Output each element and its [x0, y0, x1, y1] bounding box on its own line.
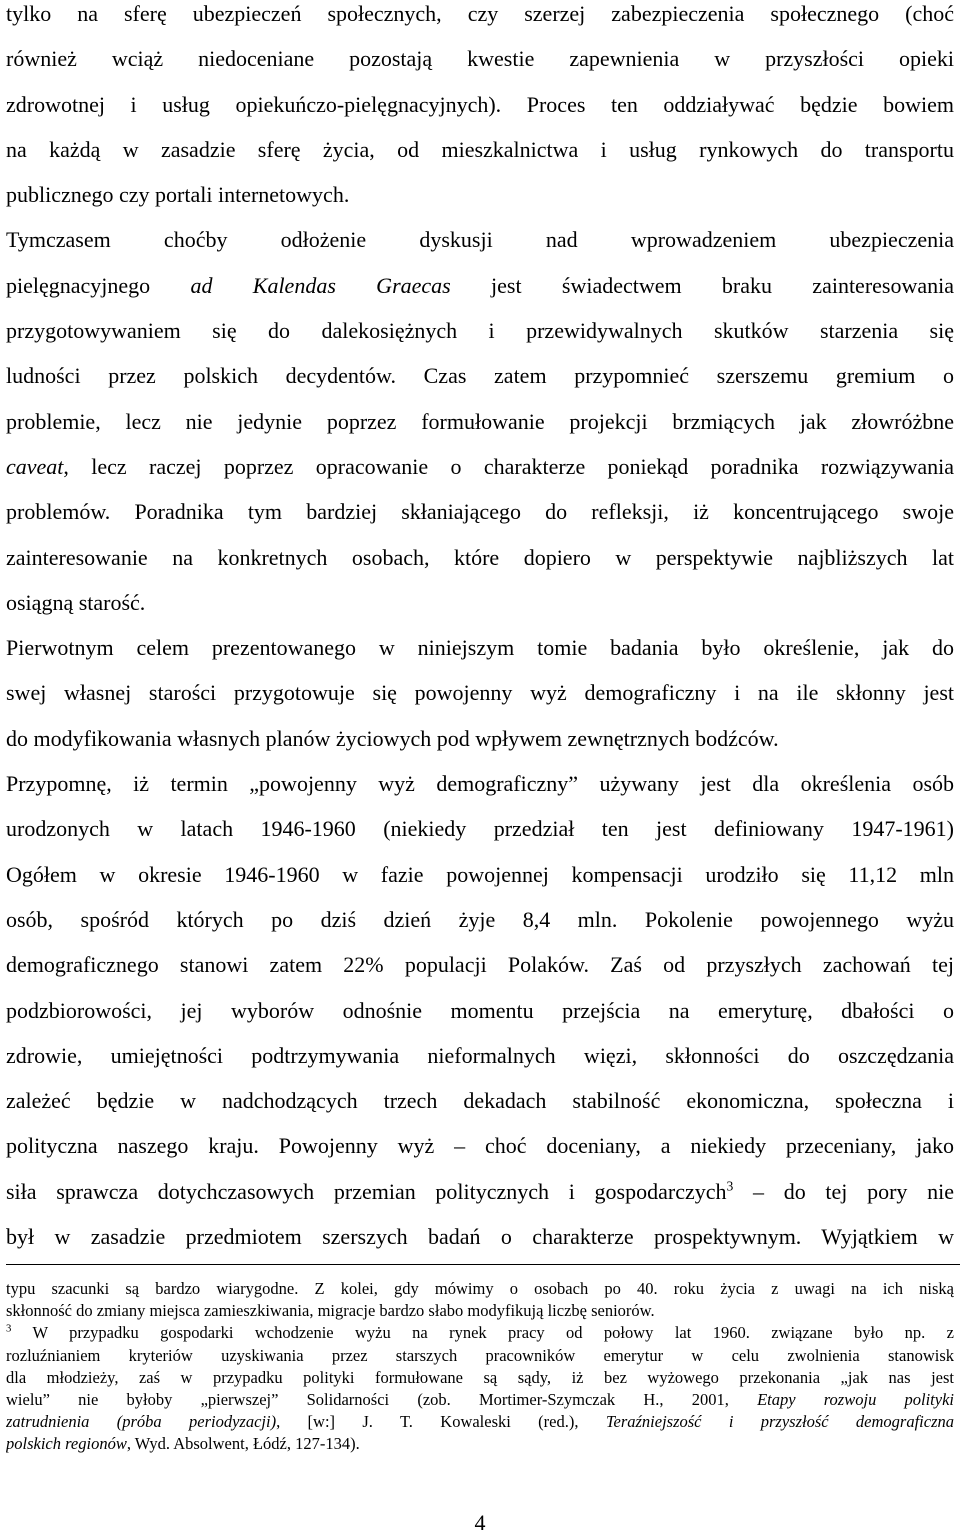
- footnote-3-line: [6, 1322, 954, 1344]
- body-text-line: był w zasadzie przedmiotem szerszych badań o charakterze prospektywnym. Wyjątkiem w: [6, 1224, 954, 1250]
- body-text-line: problemie, lecz nie jedynie poprzez formułowanie projekcji brzmiących jak złowróżbne: [6, 408, 954, 434]
- body-text-line: demograficznego stanowi zatem 22% populacji Polaków. Zaś od przyszłych zachowań tej: [6, 952, 954, 978]
- footnote-3-text: , Wyd. Absolwent, Łódź, 127-134).: [126, 1434, 360, 1454]
- body-text-line: Przypomnę, iż termin „powojenny wyż demograficzny” używany jest dla określenia osób: [6, 771, 954, 797]
- body-text-line: zależeć będzie w nadchodzących trzech dekadach stabilność ekonomiczna, społeczna i: [6, 1088, 954, 1114]
- footnote-separator: [6, 1264, 960, 1265]
- body-text-line: Ogółem w okresie 1946-1960 w fazie powojennej kompensacji urodziło się 11,12 mln: [6, 861, 954, 887]
- footnote-continued-line: typu szacunki są bardzo wiarygodne. Z kolei, gdy mówimy o osobach po 40. roku życia z uwagi na ich niską: [6, 1279, 954, 1298]
- body-text-segment: pielęgnacyjnego: [6, 272, 191, 298]
- footnote-3-line: rozluźnianiem kryteriów uzyskiwania przez starszych pracowników emerytur w celu zwolnienia stanowisk: [6, 1345, 954, 1365]
- footnote-3-title: Teraźniejszość i przyszłość demograficzna: [605, 1412, 954, 1432]
- body-text-line: ludności przez polskich decydentów. Czas zatem przypomnieć szerszemu gremium o: [6, 363, 954, 389]
- body-text-line: zainteresowanie na konkretnych osobach, które dopiero w perspektywie najbliższych lat: [6, 544, 954, 570]
- body-text-line: do modyfikowania własnych planów życiowych pod wpływem zewnętrznych bodźców.: [6, 725, 779, 751]
- body-text-line: na każdą w zasadzie sferę życia, od mieszkalnictwa i usług rynkowych do transportu: [6, 136, 954, 162]
- footnote-continued-line: skłonność do zmiany miejsca zamieszkiwania, migracje bardzo słabo modyfikują liczbę seniorów.: [6, 1301, 655, 1321]
- footnote-3-line: dla młodzieży, zaś w przypadku polityki formułowane są sądy, iż bez wyżowego przekonania „jak nas jest: [6, 1367, 954, 1387]
- body-text-segment: siła sprawcza dotychczasowych przemian politycznych i gospodarczych: [6, 1178, 727, 1204]
- body-text-line: urodzonych w latach 1946-1960 (niekiedy przedział ten jest definiowany 1947-1961): [6, 816, 954, 842]
- footnotes-block: [6, 1278, 954, 1456]
- footnote-3-title: Etapy rozwoju polityki: [757, 1390, 954, 1410]
- body-text-line: [6, 444, 954, 489]
- body-text-segment: , lecz raczej poprzez opracowanie o charakterze poniekąd poradnika rozwiązywania: [63, 453, 954, 479]
- footnote-3-line: [6, 1389, 954, 1411]
- body-text-line: swej własnej starości przygotowuje się powojenny wyż demograficzny i na ile skłonny jest: [6, 680, 954, 706]
- footnote-reference-3[interactable]: 3: [726, 1178, 734, 1194]
- footnote-3-line: [6, 1433, 954, 1455]
- body-text-line: zdrowotnej i usług opiekuńczo-pielęgnacyjnych). Proces ten oddziaływać będzie bowiem: [6, 91, 954, 117]
- body-text-segment: – do tej pory nie: [733, 1178, 954, 1204]
- body-text-line: tylko na sferę ubezpieczeń społecznych, czy szerzej zabezpieczenia społecznego (choć: [6, 1, 954, 26]
- footnote-3-title: polskich regionów: [6, 1434, 127, 1454]
- body-text-line: problemów. Poradnika tym bardziej skłaniającego do refleksji, iż koncentrującego swoje: [6, 499, 954, 525]
- body-text-segment: jest świadectwem braku zainteresowania: [450, 272, 954, 298]
- body-text-line: osiągną starość.: [6, 589, 146, 615]
- footnote-3-number: 3: [6, 1322, 12, 1335]
- footnote-3-title: zatrudnienia (próba periodyzacji): [6, 1412, 277, 1432]
- body-text-line: również wciąż niedoceniane pozostają kwestie zapewnienia w przyszłości opieki: [6, 46, 954, 72]
- body-text-line: Pierwotnym celem prezentowanego w niniejszym tomie badania było określenie, jak do: [6, 635, 954, 661]
- footnote-3-text: W przypadku gospodarki wchodzenie wyżu na rynek pracy od połowy lat 1960. związane było np. z: [11, 1323, 954, 1343]
- body-text-line: Tymczasem choćby odłożenie dyskusji nad wprowadzeniem ubezpieczenia: [6, 227, 954, 253]
- body-text-line: zdrowie, umiejętności podtrzymywania nieformalnych więzi, skłonności do oszczędzania: [6, 1042, 954, 1068]
- footnote-3-line: [6, 1411, 954, 1433]
- main-body-text: [6, 0, 954, 1259]
- body-italic-phrase: caveat: [6, 453, 64, 479]
- body-text-line: polityczna naszego kraju. Powojenny wyż – choć doceniany, a niekiedy przeceniany, jako: [6, 1133, 954, 1159]
- footnote-3-text: wielu” nie byłoby „pierwszej” Solidarności (zob. Mortimer-Szymczak H., 2001,: [6, 1390, 758, 1410]
- body-text-line: [6, 1169, 954, 1214]
- body-text-line: publicznego czy portali internetowych.: [6, 182, 350, 208]
- body-text-line: przygotowywaniem się do dalekosiężnych i przewidywalnych skutków starzenia się: [6, 318, 954, 344]
- body-text-line: osób, spośród których po dziś dzień żyje 8,4 mln. Pokolenie powojennego wyżu: [6, 906, 954, 932]
- body-text-line: podzbiorowości, jej wyborów odnośnie momentu przejścia na emeryturę, dbałości o: [6, 997, 954, 1023]
- body-italic-phrase: ad Kalendas Graecas: [190, 272, 451, 298]
- page-number: 4: [474, 1510, 486, 1535]
- body-text-line: [6, 263, 954, 308]
- footnote-3-text: , [w:] J. T. Kowaleski (red.),: [276, 1412, 606, 1432]
